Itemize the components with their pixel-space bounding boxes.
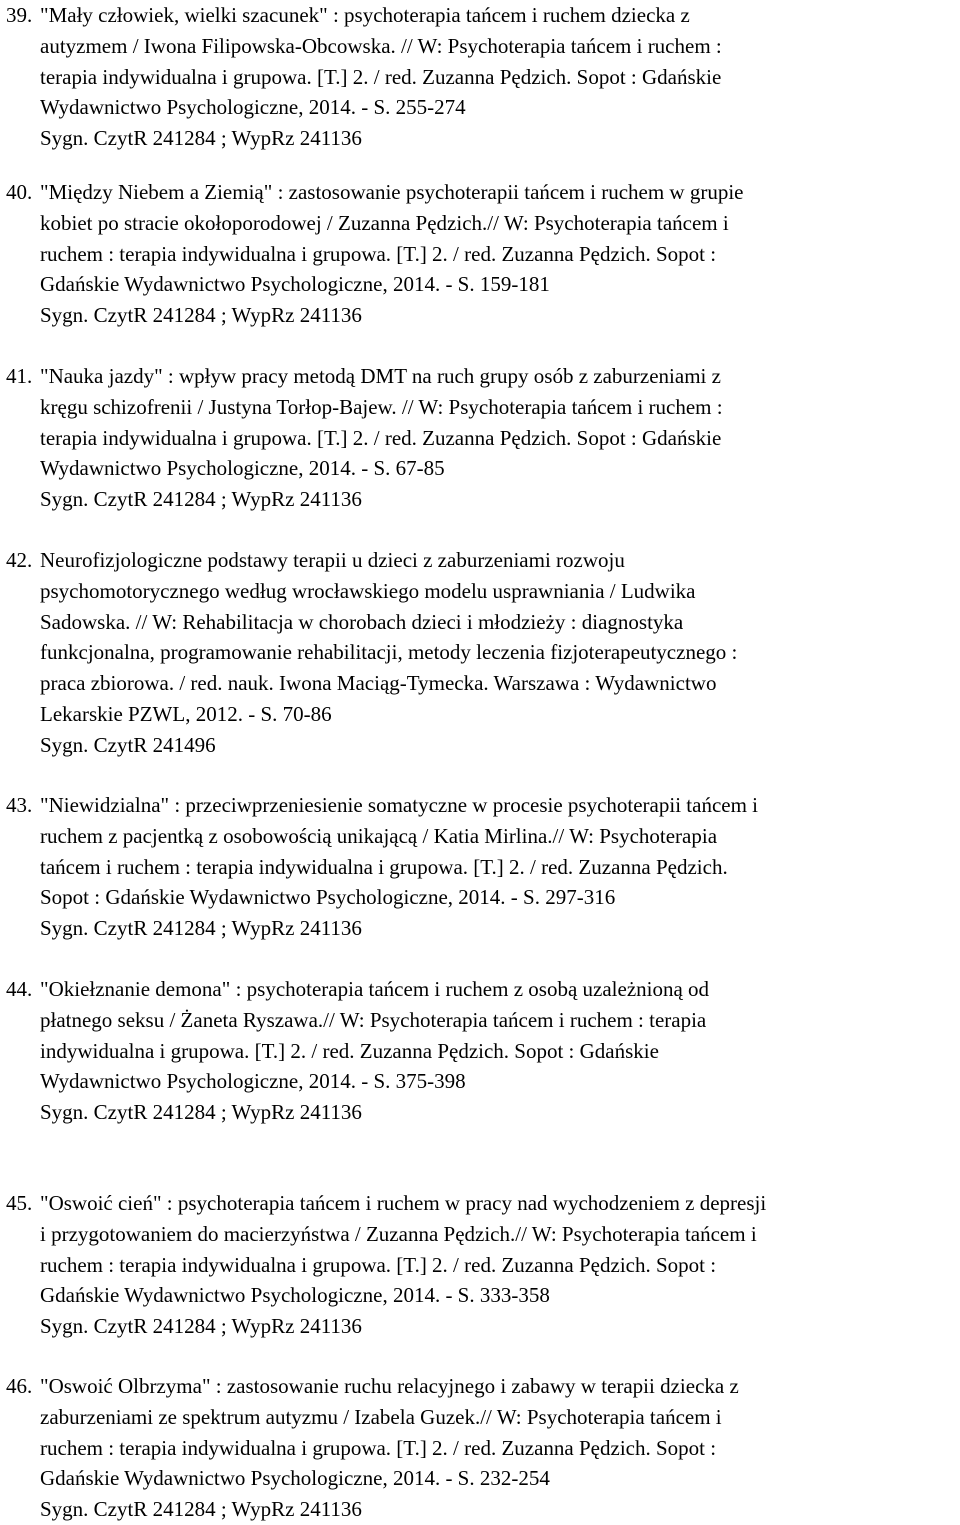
entry-text-line: "Okiełznanie demona" : psychoterapia tańcem i ruchem z osobą uzależnioną od [40,977,710,1001]
entry-number: 42. [6,548,33,572]
entry-text-line: psychomotorycznego według wrocławskiego modelu usprawniania / Ludwika [40,578,696,603]
entry-text-line: ruchem : terapia indywidualna i grupowa. [T.] 2. / red. Zuzanna Pędzich. Sopot : [40,1435,717,1460]
entry-text-line: Wydawnictwo Psychologiczne, 2014. - S. 67-85 [40,456,445,481]
shelf-mark: Sygn. CzytR 241496 [40,732,216,757]
entry-text-line: ruchem z pacjentką z osobowością unikającą / Katia Mirlina.// W: Psychoterapia [40,823,718,848]
entry-text-line: kobiet po stracie okołoporodowej / Zuzanna Pędzich.// W: Psychoterapia tańcem i [40,210,729,235]
shelf-mark: Sygn. CzytR 241284 ; WypRz 241136 [40,1314,362,1339]
entry-text-line: praca zbiorowa. / red. nauk. Iwona Maciąg-Tymecka. Warszawa : Wydawnictwo [40,671,717,696]
entry-text-line: "Nauka jazdy" : wpływ pracy metodą DMT na ruch grupy osób z zaburzeniami z [40,364,721,388]
entry-text-line: Neurofizjologiczne podstawy terapii u dzieci z zaburzeniami rozwoju [40,548,625,572]
shelf-mark: Sygn. CzytR 241284 ; WypRz 241136 [40,916,362,941]
entry-number: 41. [6,364,33,388]
entry-text-line: Wydawnictwo Psychologiczne, 2014. - S. 375-398 [40,1069,466,1094]
entry-text-line: funkcjonalna, programowanie rehabilitacji, metody leczenia fizjoterapeutycznego : [40,640,738,665]
entry-text-line: "Niewidzialna" : przeciwprzeniesienie somatyczne w procesie psychoterapii tańcem i [40,793,759,817]
entry-text-line: tańcem i ruchem : terapia indywidualna i grupowa. [T.] 2. / red. Zuzanna Pędzich. [40,854,728,879]
entry-text-line: Gdańskie Wydawnictwo Psychologiczne, 2014. - S. 333-358 [40,1283,550,1308]
entry-number: 40. [6,180,33,204]
entry-text-line: "Między Niebem a Ziemią" : zastosowanie psychoterapii tańcem i ruchem w grupie [40,180,744,204]
entry-number: 39. [6,3,33,27]
entry-text-line: Lekarskie PZWL, 2012. - S. 70-86 [40,701,332,726]
entry-number: 43. [6,793,33,817]
shelf-mark: Sygn. CzytR 241284 ; WypRz 241136 [40,1497,362,1522]
entry-39 [6,0,960,154]
entry-43 [6,790,960,944]
entry-text-line: Wydawnictwo Psychologiczne, 2014. - S. 255-274 [40,95,466,120]
entry-text-line: "Oswoić cień" : psychoterapia tańcem i ruchem w pracy nad wychodzeniem z depresji [40,1191,767,1215]
shelf-mark: Sygn. CzytR 241284 ; WypRz 241136 [40,487,362,512]
entry-40 [6,177,960,331]
shelf-mark: Sygn. CzytR 241284 ; WypRz 241136 [40,303,362,328]
entry-46 [6,1371,960,1525]
entry-text-line: terapia indywidualna i grupowa. [T.] 2. / red. Zuzanna Pędzich. Sopot : Gdańskie [40,64,722,89]
entry-text-line: Gdańskie Wydawnictwo Psychologiczne, 2014. - S. 232-254 [40,1466,550,1491]
entry-text-line: Sopot : Gdańskie Wydawnictwo Psychologiczne, 2014. - S. 297-316 [40,885,616,910]
entry-text-line: ruchem : terapia indywidualna i grupowa. [T.] 2. / red. Zuzanna Pędzich. Sopot : [40,241,717,266]
entry-44 [6,974,960,1128]
entry-text-line: "Oswoić Olbrzyma" : zastosowanie ruchu relacyjnego i zabawy w terapii dziecka z [40,1374,739,1398]
entry-45 [6,1188,960,1342]
entry-text-line: autyzmem / Iwona Filipowska-Obcowska. // W: Psychoterapia tańcem i ruchem : [40,33,722,58]
entry-text-line: zaburzeniami ze spektrum autyzmu / Izabela Guzek.// W: Psychoterapia tańcem i [40,1404,722,1429]
entry-text-line: ruchem : terapia indywidualna i grupowa. [T.] 2. / red. Zuzanna Pędzich. Sopot : [40,1252,717,1277]
entry-number: 45. [6,1191,33,1215]
shelf-mark: Sygn. CzytR 241284 ; WypRz 241136 [40,1100,362,1125]
entry-text-line: płatnego seksu / Żaneta Ryszawa.// W: Psychoterapia tańcem i ruchem : terapia [40,1007,707,1032]
entry-number: 46. [6,1374,33,1398]
entry-41 [6,361,960,515]
entry-text-line: kręgu schizofrenii / Justyna Torłop-Bajew. // W: Psychoterapia tańcem i ruchem : [40,394,723,419]
entry-text-line: indywidualna i grupowa. [T.] 2. / red. Zuzanna Pędzich. Sopot : Gdańskie [40,1038,659,1063]
entry-number: 44. [6,977,33,1001]
entry-text-line: i przygotowaniem do macierzyństwa / Zuzanna Pędzich.// W: Psychoterapia tańcem i [40,1221,757,1246]
entry-text-line: Gdańskie Wydawnictwo Psychologiczne, 2014. - S. 159-181 [40,272,550,297]
shelf-mark: Sygn. CzytR 241284 ; WypRz 241136 [40,126,362,151]
entry-text-line: terapia indywidualna i grupowa. [T.] 2. / red. Zuzanna Pędzich. Sopot : Gdańskie [40,425,722,450]
entry-text-line: "Mały człowiek, wielki szacunek" : psychoterapia tańcem i ruchem dziecka z [40,3,690,27]
entry-42 [6,545,960,761]
entry-text-line: Sadowska. // W: Rehabilitacja w chorobach dzieci i młodzieży : diagnostyka [40,609,684,634]
